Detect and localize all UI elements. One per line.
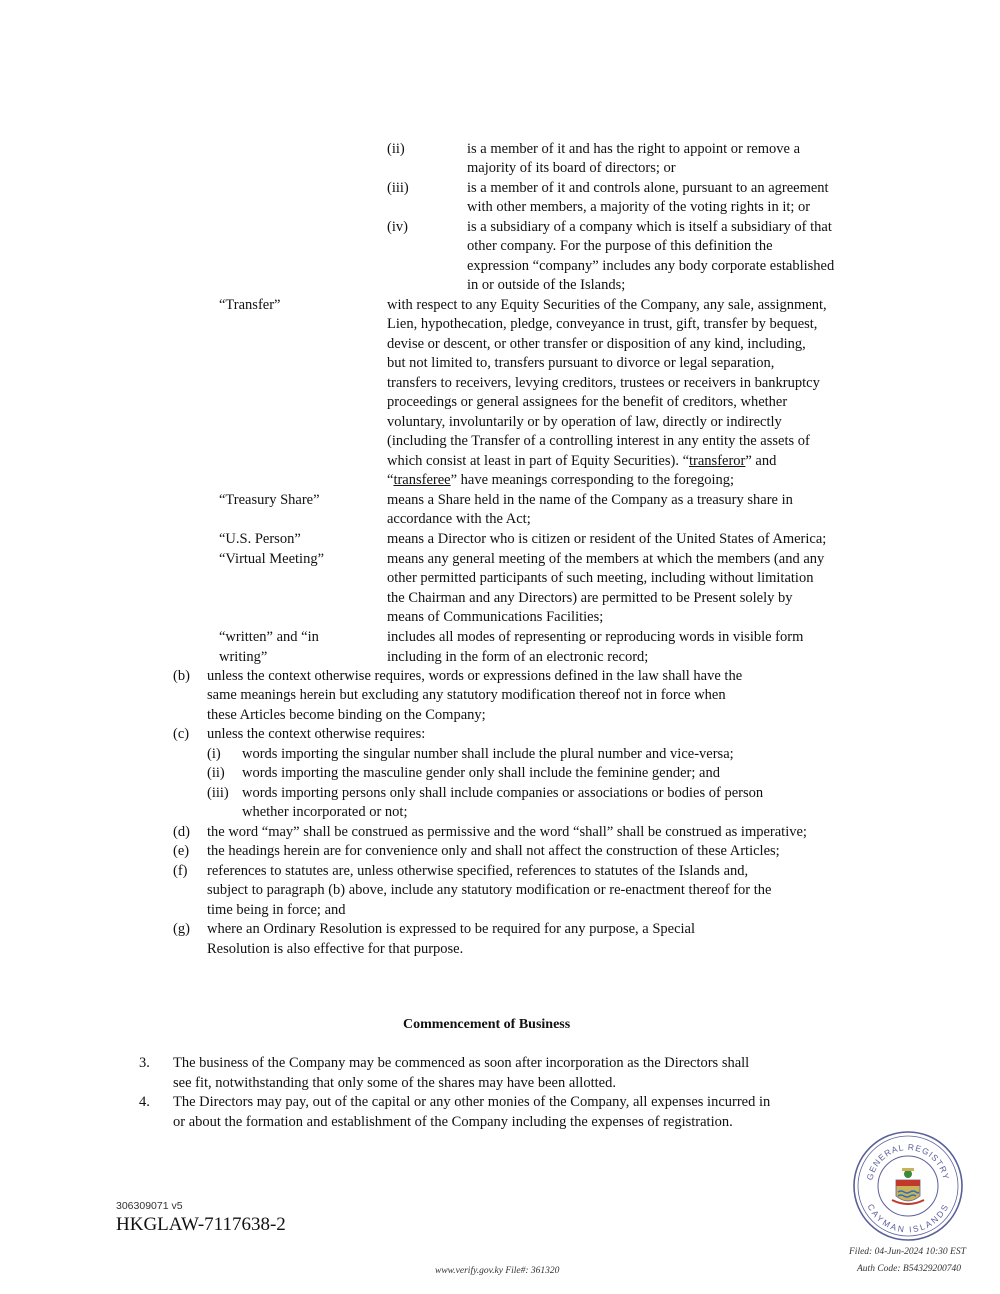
sub-num: (i) <box>207 746 221 762</box>
definition-text: transfers to receivers, levying creditors, trustees or receivers in bankruptcy <box>387 375 820 391</box>
sub-text: is a member of it and has the right to appoint or remove a <box>467 141 801 157</box>
text-run: ” and <box>745 453 777 469</box>
sub-text: other company. For the purpose of this definition the <box>467 238 773 254</box>
paragraph-text: time being in force; and <box>207 902 346 918</box>
registry-seal <box>852 1130 964 1242</box>
sub-text: majority of its board of directors; or <box>467 160 676 176</box>
paragraph-text: where an Ordinary Resolution is expressed to be required for any purpose, a Special <box>207 921 696 937</box>
verify-url: www.verify.gov.ky File#: 361320 <box>435 1266 560 1276</box>
paragraph-text: same meanings herein but excluding any statutory modification thereof not in force when <box>207 687 726 703</box>
definition-text: devise or descent, or other transfer or disposition of any kind, including, <box>387 336 806 352</box>
sub-text: is a subsidiary of a company which is itself a subsidiary of that <box>467 219 832 235</box>
sub-text: words importing persons only shall include companies or associations or bodies of person <box>242 785 764 801</box>
paragraph-text: Resolution is also effective for that purpose. <box>207 941 464 957</box>
paragraph-text: references to statutes are, unless otherwise specified, references to statutes of the Islands and, <box>207 863 749 879</box>
sub-text: in or outside of the Islands; <box>467 277 626 293</box>
sub-text: is a member of it and controls alone, pursuant to an agreement <box>467 180 829 196</box>
paragraph-label: (e) <box>173 843 190 859</box>
article-text: The Directors may pay, out of the capital or any other monies of the Company, all expenses incurred in <box>173 1094 771 1110</box>
paragraph-text: the headings herein are for convenience only and shall not affect the construction of these Articles; <box>207 843 780 859</box>
definition-term: “U.S. Person” <box>219 531 301 547</box>
article-number: 3. <box>139 1055 150 1071</box>
underlined-term: transferee <box>393 472 451 488</box>
filed-date: Filed: 04-Jun-2024 10:30 EST <box>849 1247 966 1257</box>
coat-of-arms-icon <box>892 1168 924 1204</box>
paragraph-label: (f) <box>173 863 188 879</box>
text-run: “ <box>387 472 394 488</box>
article-text: see fit, notwithstanding that only some of the shares may have been allotted. <box>173 1075 616 1091</box>
definition-term: “Treasury Share” <box>219 492 320 508</box>
definition-text: means a Share held in the name of the Company as a treasury share in <box>387 492 793 508</box>
paragraph-text: these Articles become binding on the Company; <box>207 707 486 723</box>
sub-text: whether incorporated or not; <box>242 804 408 820</box>
definition-text: means any general meeting of the members at which the members (and any <box>387 551 825 567</box>
paragraph-text: unless the context otherwise requires: <box>207 726 426 742</box>
sub-text: with other members, a majority of the voting rights in it; or <box>467 199 811 215</box>
paragraph-text: the word “may” shall be construed as permissive and the word “shall” shall be construed as imperative; <box>207 824 807 840</box>
definition-text: accordance with the Act; <box>387 511 531 527</box>
paragraph-text: subject to paragraph (b) above, include any statutory modification or re-enactment thereof for the <box>207 882 772 898</box>
sub-num: (iii) <box>207 785 229 801</box>
seal-bottom-text: CAYMAN ISLANDS <box>865 1202 951 1235</box>
definition-term: writing” <box>219 649 268 665</box>
definition-text: proceedings or general assignees for the benefit of creditors, whether <box>387 394 788 410</box>
definition-text: other permitted participants of such meeting, including without limitation <box>387 570 814 586</box>
definition-text: voluntary, involuntarily or by operation of law, directly or indirectly <box>387 414 782 430</box>
definition-text: means of Communications Facilities; <box>387 609 604 625</box>
paragraph-label: (d) <box>173 824 190 840</box>
article-text: or about the formation and establishment of the Company including the expenses of registration. <box>173 1114 733 1130</box>
paragraph-label: (c) <box>173 726 190 742</box>
seal-top-text: GENERAL REGISTRY <box>864 1141 952 1182</box>
definition-text: including in the form of an electronic record; <box>387 649 649 665</box>
version-number: 306309071 v5 <box>116 1200 183 1212</box>
auth-code: Auth Code: B54329200740 <box>857 1264 961 1274</box>
document-id: HKGLAW-7117638-2 <box>116 1214 286 1235</box>
definition-text: (including the Transfer of a controlling interest in any entity the assets of <box>387 433 810 449</box>
definition-term: “Transfer” <box>219 297 281 313</box>
paragraph-label: (b) <box>173 668 190 684</box>
sub-text: words importing the masculine gender only shall include the feminine gender; and <box>242 765 720 781</box>
definition-text: Lien, hypothecation, pledge, conveyance in trust, gift, transfer by bequest, <box>387 316 818 332</box>
text-run: which consist at least in part of Equity Securities). “ <box>387 453 690 469</box>
paragraph-label: (g) <box>173 921 190 937</box>
article-text: The business of the Company may be commenced as soon after incorporation as the Directors shall <box>173 1055 750 1071</box>
sub-num: (iii) <box>387 180 409 196</box>
sub-num: (ii) <box>387 141 405 157</box>
definition-term: “written” and “in <box>219 629 319 645</box>
definition-text: the Chairman and any Directors) are permitted to be Present solely by <box>387 590 793 606</box>
definition-text: but not limited to, transfers pursuant to divorce or legal separation, <box>387 355 775 371</box>
definition-text: means a Director who is citizen or resident of the United States of America; <box>387 531 827 547</box>
sub-text: expression “company” includes any body corporate established <box>467 258 835 274</box>
section-heading: Commencement of Business <box>403 1017 571 1032</box>
definition-term: “Virtual Meeting” <box>219 551 325 567</box>
sub-num: (iv) <box>387 219 408 235</box>
definition-text <box>387 471 734 491</box>
underlined-term: transferor <box>689 453 746 469</box>
sub-num: (ii) <box>207 765 225 781</box>
definition-text: with respect to any Equity Securities of the Company, any sale, assignment, <box>387 297 827 313</box>
definition-text: includes all modes of representing or reproducing words in visible form <box>387 629 804 645</box>
sub-text: words importing the singular number shall include the plural number and vice-versa; <box>242 746 734 762</box>
text-run: ” have meanings corresponding to the foregoing; <box>450 472 735 488</box>
article-number: 4. <box>139 1094 150 1110</box>
paragraph-text: unless the context otherwise requires, words or expressions defined in the law shall have the <box>207 668 743 684</box>
definition-text <box>387 452 776 472</box>
